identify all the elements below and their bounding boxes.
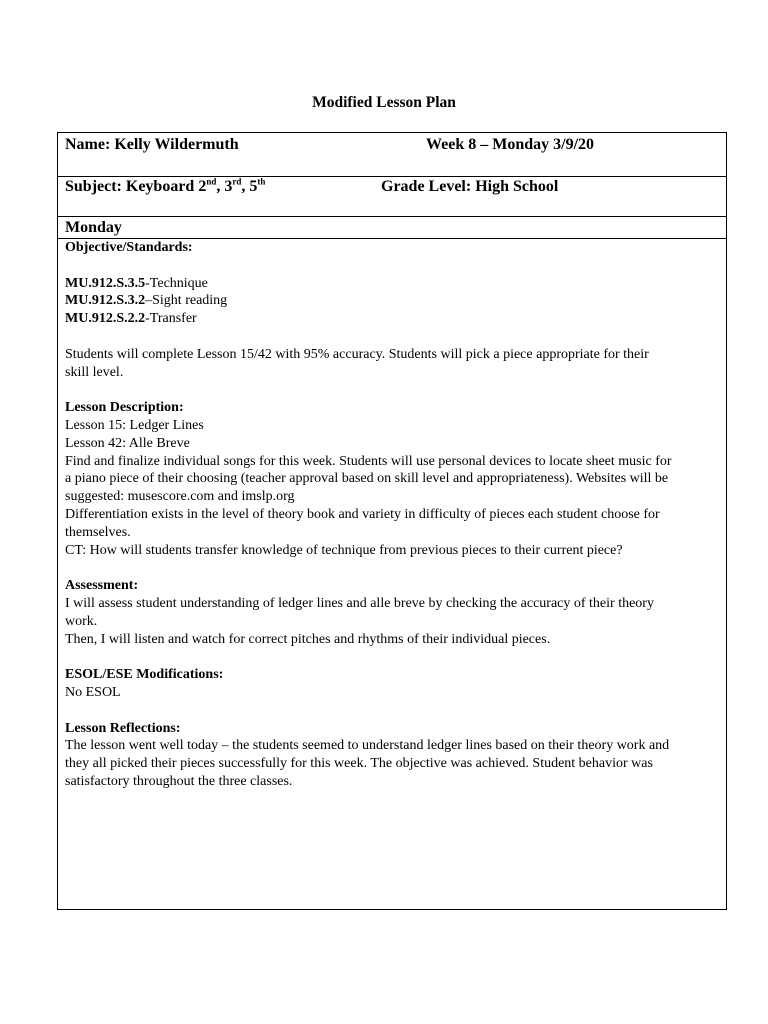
week-date: Week 8 – Monday 3/9/20 <box>426 136 595 153</box>
subject-grade-row <box>58 177 726 217</box>
lesson-line: Lesson 42: Alle Breve <box>65 435 190 451</box>
lesson-line: Find and finalize individual songs for this week. Students will use personal devices to locate sheet music for <box>65 453 672 469</box>
subject: Subject: Keyboard 2nd, 3rd, 5th <box>65 176 266 195</box>
day-heading: Monday <box>65 219 122 236</box>
reflection-heading: Lesson Reflections: <box>65 720 181 736</box>
lesson-plan-table <box>57 132 727 910</box>
name-week-row <box>58 133 726 177</box>
lesson-line: a piano piece of their choosing (teacher approval based on skill level and appropriateness). Websites will be <box>65 471 669 487</box>
standard-item: MU.912.S.2.2-Transfer <box>65 311 197 327</box>
lesson-line: themselves. <box>65 524 131 540</box>
lesson-line: Lesson 15: Ledger Lines <box>65 417 204 433</box>
standard-item: MU.912.S.3.2–Sight reading <box>65 293 228 309</box>
lesson-line: CT: How will students transfer knowledge of technique from previous pieces to their current piece? <box>65 542 623 558</box>
esol-text: No ESOL <box>65 684 121 700</box>
lesson-line: Differentiation exists in the level of theory book and variety in difficulty of pieces each student choose for <box>65 506 660 522</box>
reflection-line: satisfactory throughout the three classes. <box>65 773 293 789</box>
objective-heading: Objective/Standards: <box>65 240 193 255</box>
assessment-heading: Assessment: <box>65 578 139 594</box>
standard-item: MU.912.S.3.5-Technique <box>65 275 208 291</box>
lesson-line: suggested: musescore.com and imslp.org <box>65 489 295 505</box>
lesson-content <box>65 239 720 791</box>
assessment-line: I will assess student understanding of ledger lines and alle breve by checking the accuracy of their theory <box>65 595 654 611</box>
lesson-content-row <box>58 239 726 909</box>
objective-text: skill level. <box>65 364 124 380</box>
esol-heading: ESOL/ESE Modifications: <box>65 667 224 683</box>
document-title: Modified Lesson Plan <box>312 94 456 111</box>
assessment-line: work. <box>65 613 98 629</box>
teacher-name: Name: Kelly Wildermuth <box>65 136 239 153</box>
day-row <box>58 217 726 239</box>
reflection-line: The lesson went well today – the students seemed to understand ledger lines based on their theory work and <box>65 738 670 754</box>
grade-level: Grade Level: High School <box>381 178 559 195</box>
assessment-line: Then, I will listen and watch for correct pitches and rhythms of their individual pieces. <box>65 631 551 647</box>
lesson-description-heading: Lesson Description: <box>65 400 184 416</box>
objective-text: Students will complete Lesson 15/42 with 95% accuracy. Students will pick a piece appropriate for their <box>65 346 649 362</box>
reflection-line: they all picked their pieces successfully for this week. The objective was achieved. Student behavior was <box>65 756 653 772</box>
